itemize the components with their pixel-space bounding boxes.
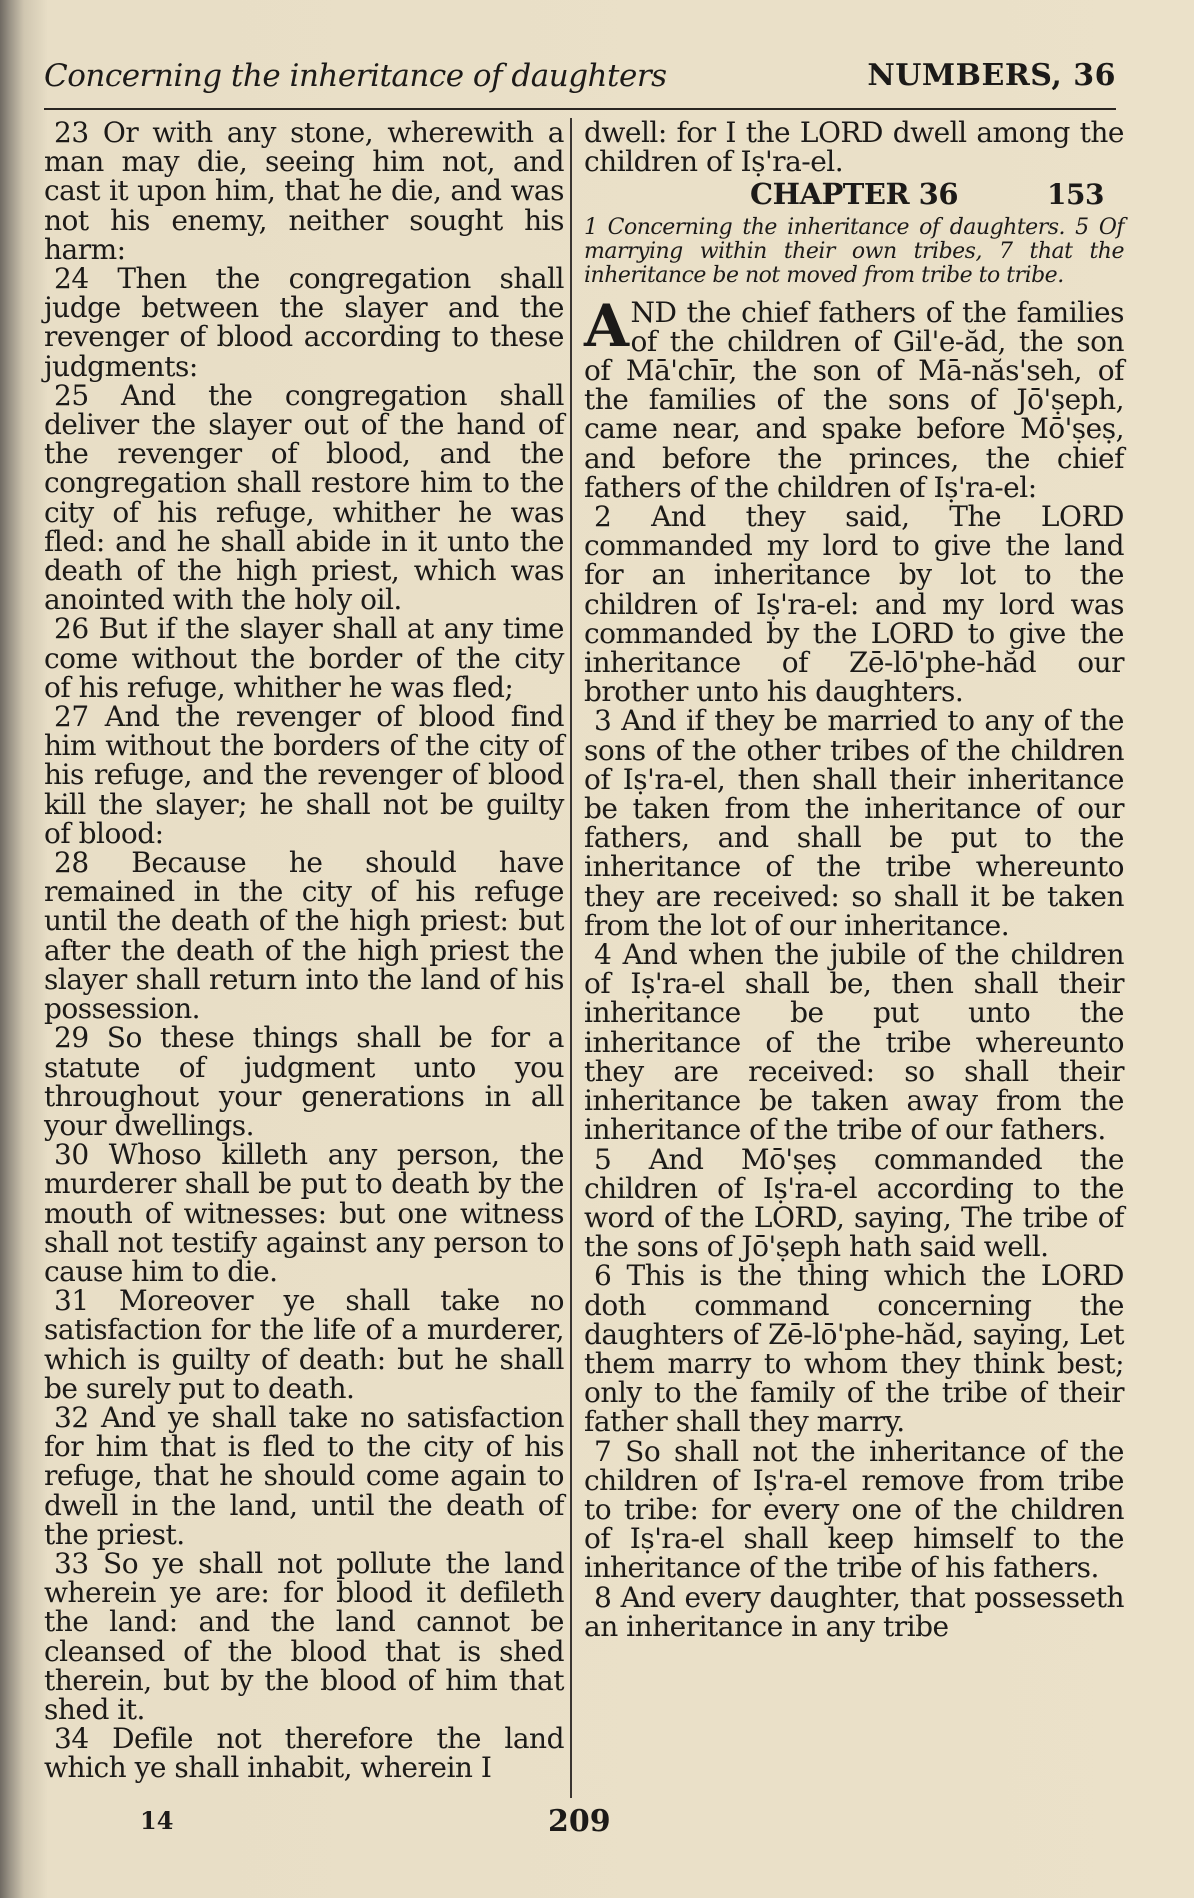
chapter-summary: 1 Concerning the inheritance of daughters. 5 Of marrying within their own tribes, 7 that the inheritance be not moved from tribe to tribe. xyxy=(584,214,1124,288)
verse-26: 26 But if the slayer shall at any time come without the border of the city of his refuge, whither he was fled; xyxy=(44,612,564,704)
left-column xyxy=(44,118,564,1783)
verse-23: 23 Or with any stone, wherewith a man may die, seeing him not, and cast it upon him, that he die, and was not his enemy, neither sought his harm: xyxy=(44,116,564,266)
verse-6: 6 This is the thing which the LORD doth command concerning the daughters of Zē-lō'phe-hăd, saying, Let them marry to whom they think best; only to the family of the tribe of their father shall they marry. xyxy=(584,1259,1124,1439)
verse-3: 3 And if they be married to any of the sons of the other tribes of the children of Iṣ'ra-el, then shall their inheritance be taken from the inheritance of our fathers, and shall be put to the inheritance of the tribe whereunto they are received: so shall it be taken from the lot of our inheritance. xyxy=(584,704,1124,942)
verse-7: 7 So shall not the inheritance of the children of Iṣ'ra-el remove from tribe to tribe: for every one of the children of Iṣ'ra-el shall keep himself to the inheritance of the tribe of his fathers. xyxy=(584,1434,1124,1585)
verse-4: 4 And when the jubile of the children of Iṣ'ra-el shall be, then shall their inheritance be put unto the inheritance of the tribe whereunto they are received: so shall their inheritance be taken away from the inheritance of the tribe of our fathers. xyxy=(584,938,1124,1147)
verse-24: 24 Then the congregation shall judge between the slayer and the revenger of blood according to these judgments: xyxy=(44,262,564,383)
verse-1-text: ND the chief fathers of the families of the children of Gil'e-ăd, the son of Mā'chīr, the son of Mā-năs'seh, of the families of the sons of Jō'ṣeph, came near, and spake before Mō'ṣeṣ, and before the princes, the chief fathers of the children of Iṣ'ra-el: xyxy=(584,295,1124,504)
verse-29: 29 So these things shall be for a statute of judgment unto you throughout your generations in all your dwellings. xyxy=(44,1021,564,1142)
right-column xyxy=(584,118,1124,1641)
page-number: 209 xyxy=(548,1804,611,1839)
verse-33: 33 So ye shall not pollute the land wherein ye are: for blood it defileth the land: and the land cannot be cleansed of the blood that is shed therein, but by the blood of him that shed it. xyxy=(44,1546,564,1726)
verse-32: 32 And ye shall take no satisfaction for him that is fled to the city of his refuge, that he should come again to dwell in the land, until the death of the priest. xyxy=(44,1400,564,1551)
verse-34: 34 Defile not therefore the land which ye shall inhabit, wherein I xyxy=(44,1722,564,1785)
verse-34-continuation: dwell: for I the LORD dwell among the children of Iṣ'ra-el. xyxy=(584,116,1124,179)
page-header xyxy=(44,58,1116,108)
drop-cap: A xyxy=(584,291,629,360)
verse-30: 30 Whoso killeth any person, the murderer shall be put to death by the mouth of witnesses: but one witness shall not testify against any person to cause him to die. xyxy=(44,1138,564,1288)
chapter-title: CHAPTER 36 xyxy=(749,177,959,212)
verse-25: 25 And the congregation shall deliver the slayer out of the hand of the revenger of blood, and the congregation shall restore him to the city of his refuge, whither he was fled: and he shall abide in it unto the death of the high priest, which was anointed with the holy oil. xyxy=(44,378,564,617)
verse-8: 8 And every daughter, that possesseth an inheritance in any tribe xyxy=(584,1580,1124,1643)
verse-28: 28 Because he should have remained in the city of his refuge until the death of the high priest: but after the death of the high priest the slayer shall return into the land of his possession. xyxy=(44,846,564,1026)
verse-31: 31 Moreover ye shall take no satisfaction for the life of a murderer, which is guilty of death: but he shall be surely put to death. xyxy=(44,1284,564,1405)
running-head: Concerning the inheritance of daughters xyxy=(44,58,667,94)
header-rule xyxy=(44,108,1116,110)
book-chapter-head: NUMBERS, 36 xyxy=(867,58,1116,93)
chapter-number: 153 xyxy=(1047,178,1104,212)
chapter-heading xyxy=(584,177,1124,212)
column-divider xyxy=(570,118,572,1798)
verse-1 xyxy=(584,291,1124,504)
signature-mark: 14 xyxy=(140,1806,174,1835)
verse-5: 5 And Mō'ṣeṣ commanded the children of Iṣ'ra-el according to the word of the LORD, saying, The tribe of the sons of Jō'ṣeph hath said well. xyxy=(584,1142,1124,1264)
verse-27: 27 And the revenger of blood find him without the borders of the city of his refuge, and the revenger of blood kill the slayer; he shall not be guilty of blood: xyxy=(44,700,564,850)
verse-2: 2 And they said, The LORD commanded my lord to give the land for an inheritance by lot to the children of Iṣ'ra-el: and my lord was commanded by the LORD to give the inheritance of Zē-lō'phe-hăd our brother unto his daughters. xyxy=(584,500,1124,709)
